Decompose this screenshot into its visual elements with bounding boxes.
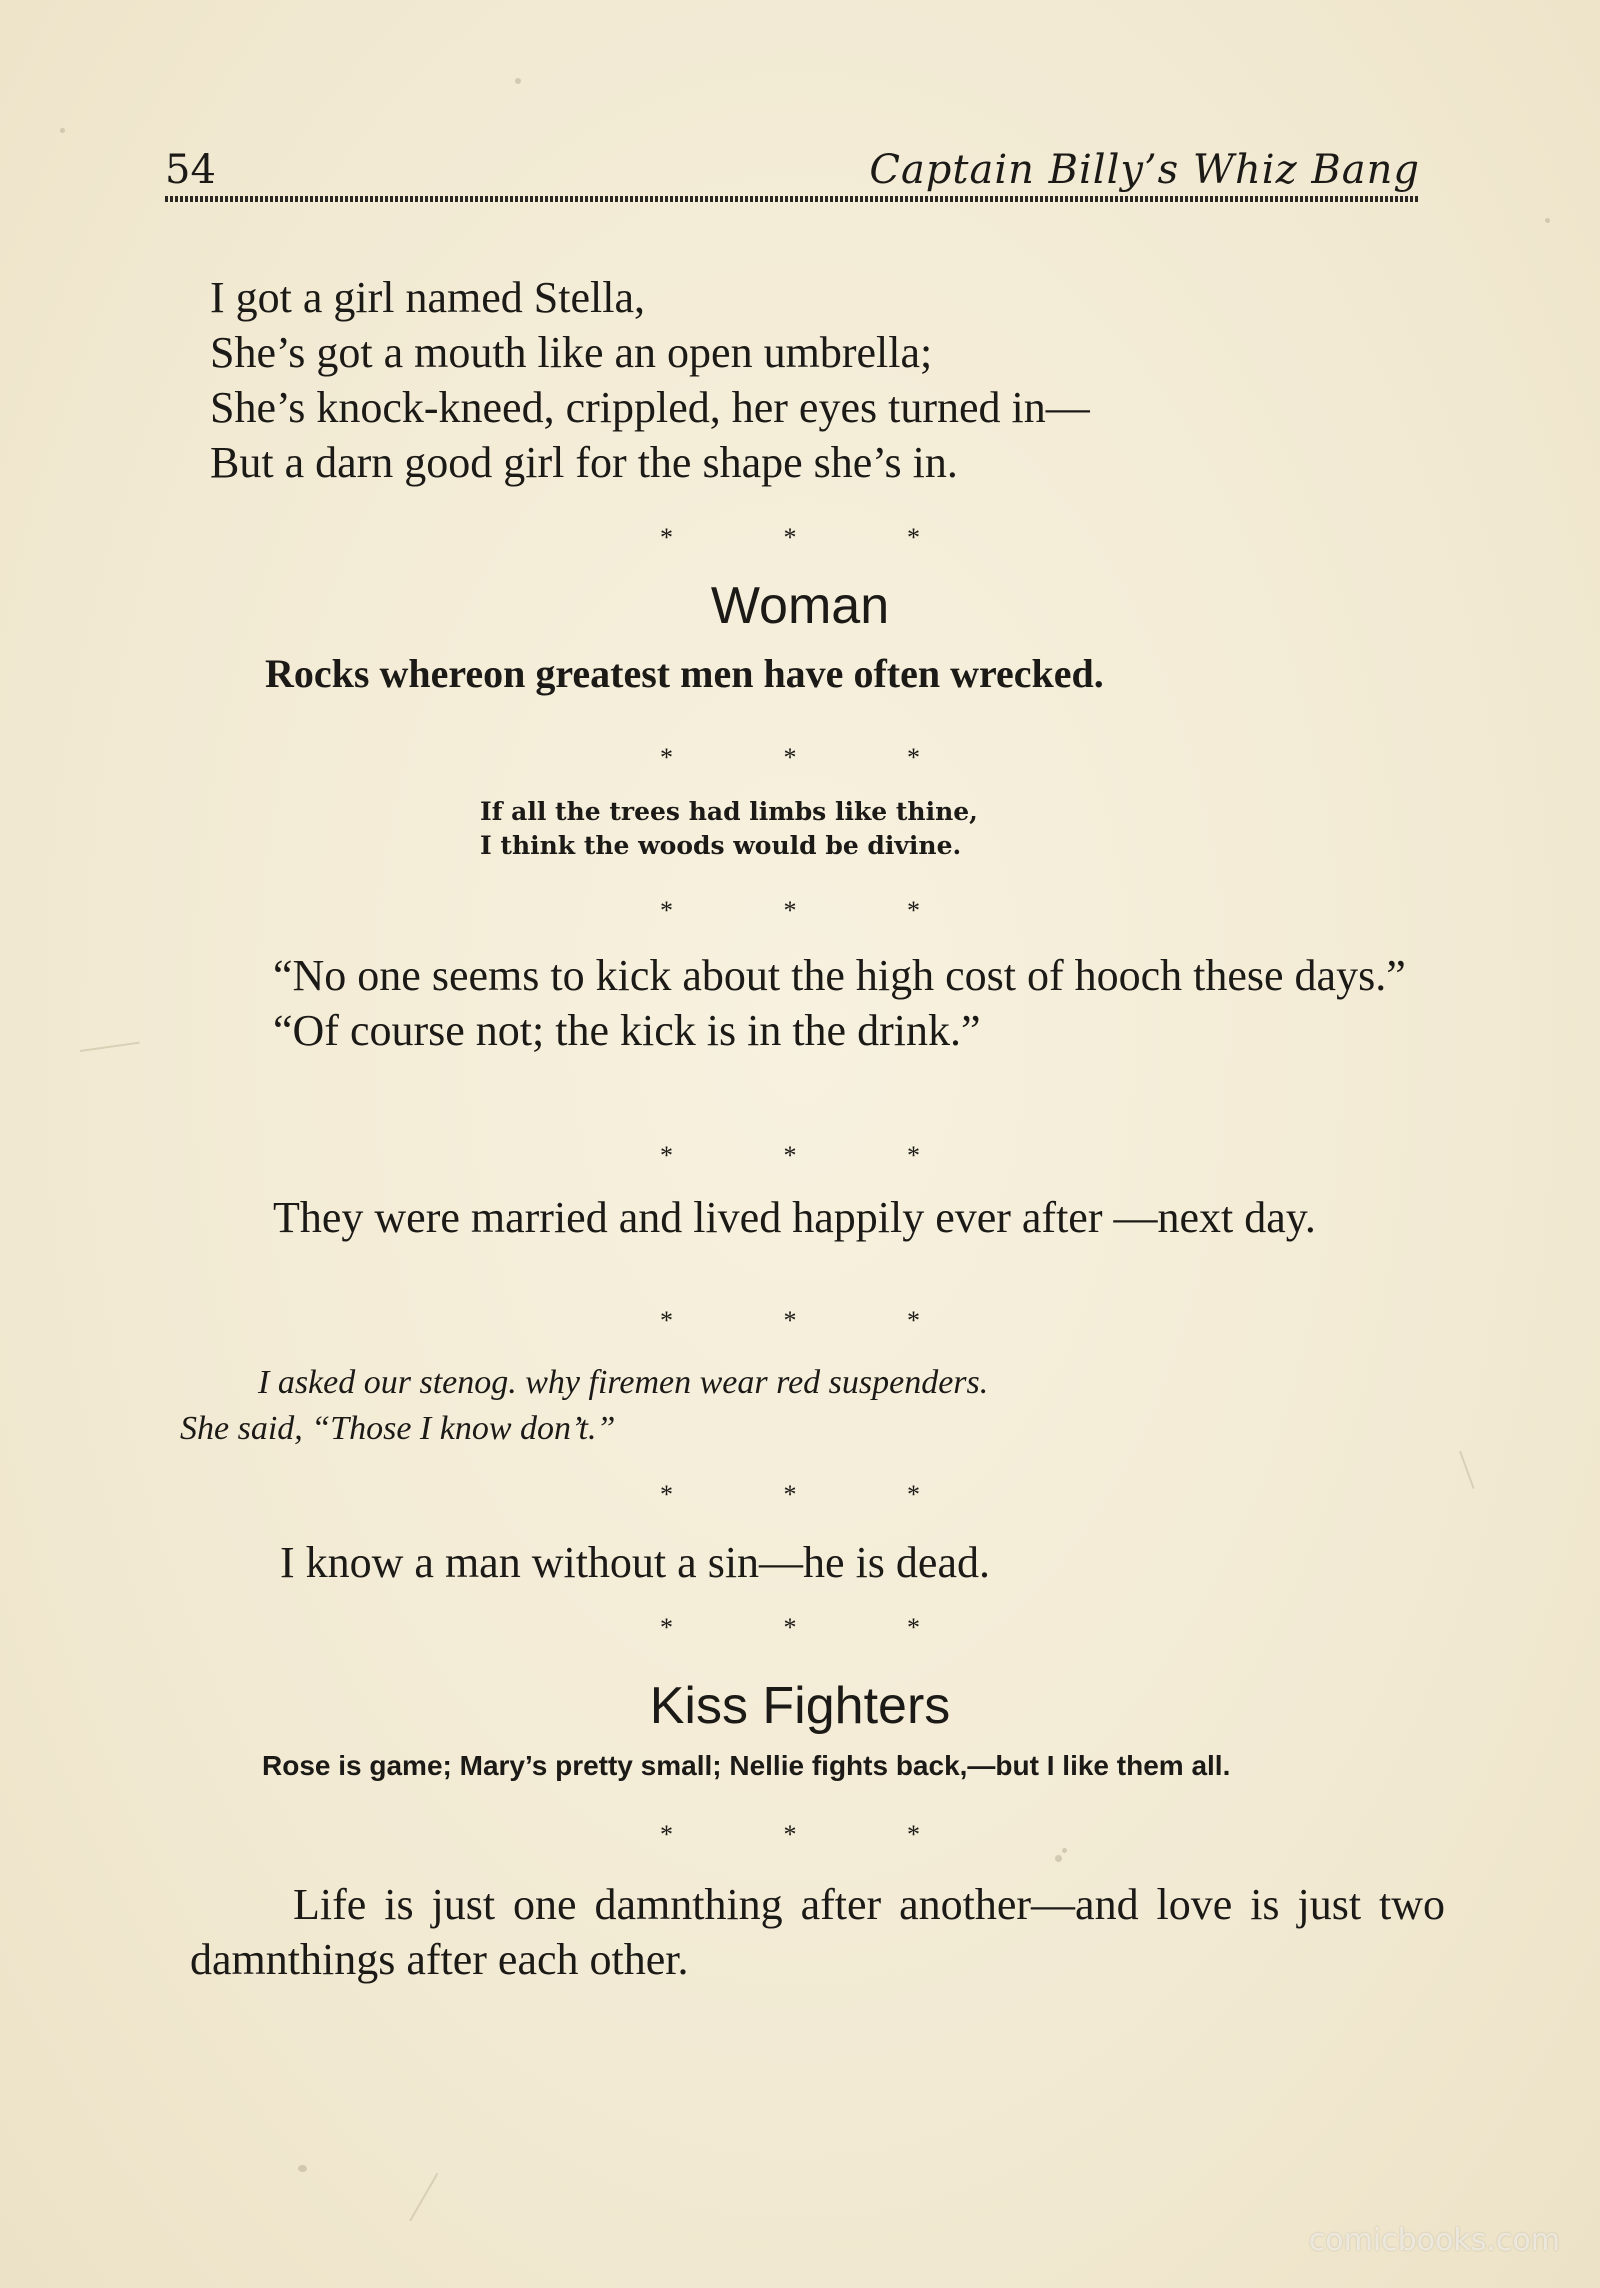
separator bbox=[660, 898, 920, 924]
verse-line: She’s got a mouth like an open umbrella; bbox=[210, 328, 933, 377]
star-glyph: * bbox=[907, 1141, 920, 1170]
paper-fleck bbox=[298, 2165, 307, 2172]
page-header bbox=[165, 140, 1420, 193]
stenog-line: I asked our stenog. why firemen wear red suspenders. bbox=[258, 1364, 989, 1401]
separator bbox=[660, 1308, 920, 1334]
heading-kiss-fighters: Kiss Fighters bbox=[649, 1677, 951, 1735]
sin-line: I know a man without a sin—he is dead. bbox=[280, 1538, 990, 1587]
star-glyph: * bbox=[783, 523, 797, 552]
verse-line: I think the woods would be divine. bbox=[480, 831, 962, 860]
married-text: They were married and lived happily ever after —next day. bbox=[273, 1193, 1316, 1242]
paper-fleck bbox=[1055, 1855, 1062, 1862]
separator bbox=[660, 1822, 920, 1848]
verse-line: I got a girl named Stella, bbox=[210, 273, 645, 322]
separator bbox=[660, 1143, 920, 1169]
star-glyph: * bbox=[660, 1820, 673, 1849]
star-glyph: * bbox=[783, 743, 797, 772]
hooch-question: “No one seems to kick about the high cost of hooch these days.” bbox=[273, 951, 1406, 1000]
star-glyph: * bbox=[660, 896, 673, 925]
paper-scratch bbox=[409, 2173, 438, 2222]
star-glyph: * bbox=[660, 1306, 673, 1335]
life-text: Life is just one damnthing after another—and love is just two damnthings after each other. bbox=[190, 1880, 1445, 1984]
star-glyph: * bbox=[783, 1820, 797, 1849]
separator bbox=[660, 745, 920, 771]
star-glyph: * bbox=[660, 1141, 673, 1170]
star-glyph: * bbox=[783, 1480, 797, 1509]
star-glyph: * bbox=[907, 1613, 920, 1642]
trees-verse bbox=[480, 795, 1180, 863]
star-glyph: * bbox=[660, 523, 673, 552]
watermark: comicbooks.com bbox=[1308, 2223, 1560, 2258]
star-glyph: * bbox=[783, 896, 797, 925]
separator bbox=[660, 525, 920, 551]
page-number: 54 bbox=[165, 147, 216, 193]
stenog-line: She said, “Those I know don’t.” bbox=[180, 1410, 616, 1447]
separator bbox=[660, 1482, 920, 1508]
star-glyph: * bbox=[907, 1820, 920, 1849]
star-glyph: * bbox=[907, 523, 920, 552]
paper-scratch bbox=[1459, 1451, 1475, 1489]
header-rule bbox=[165, 196, 1420, 202]
heading-woman: Woman bbox=[710, 577, 890, 635]
verse-line: If all the trees had limbs like thine, bbox=[480, 797, 978, 826]
star-glyph: * bbox=[907, 896, 920, 925]
verse-line: She’s knock-kneed, crippled, her eyes turned in— bbox=[210, 383, 1090, 432]
hooch-joke bbox=[170, 948, 1430, 1058]
stenog-joke bbox=[180, 1360, 1430, 1452]
married-joke bbox=[170, 1190, 1430, 1245]
paper-fleck bbox=[515, 78, 521, 84]
verse-line: But a darn good girl for the shape she’s in. bbox=[210, 438, 958, 487]
separator bbox=[660, 1615, 920, 1641]
paper-fleck bbox=[1545, 218, 1550, 223]
star-glyph: * bbox=[783, 1613, 797, 1642]
star-glyph: * bbox=[783, 1306, 797, 1335]
paper-fleck bbox=[1062, 1848, 1067, 1853]
star-glyph: * bbox=[907, 1306, 920, 1335]
star-glyph: * bbox=[907, 743, 920, 772]
kiss-fighters-line: Rose is game; Mary’s pretty small; Nellie fights back,—but I like them all. bbox=[262, 1750, 1231, 1781]
paper-scratch bbox=[80, 1042, 140, 1052]
paper-fleck bbox=[60, 128, 65, 133]
star-glyph: * bbox=[907, 1480, 920, 1509]
woman-line: Rocks whereon greatest men have often wrecked. bbox=[265, 651, 1104, 696]
star-glyph: * bbox=[660, 743, 673, 772]
star-glyph: * bbox=[660, 1480, 673, 1509]
running-title: Captain Billy’s Whiz Bang bbox=[869, 147, 1420, 193]
star-glyph: * bbox=[783, 1141, 797, 1170]
star-glyph: * bbox=[660, 1613, 673, 1642]
hooch-answer: “Of course not; the kick is in the drink.” bbox=[273, 1006, 981, 1055]
life-joke bbox=[190, 1877, 1445, 1987]
verse-stella bbox=[210, 270, 1090, 490]
